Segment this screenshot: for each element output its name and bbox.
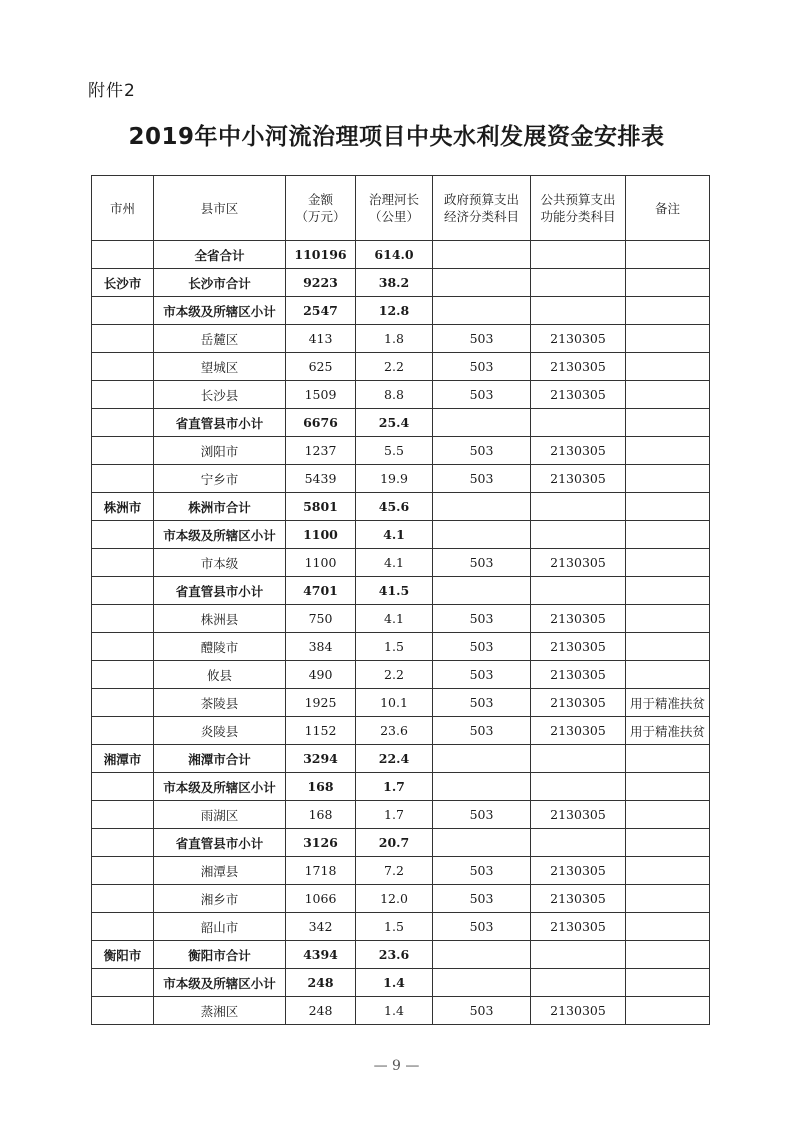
cell-length: 1.4 — [356, 969, 433, 997]
table-row — [92, 381, 710, 409]
cell-amount: 4394 — [286, 941, 356, 969]
cell-length: 2.2 — [356, 661, 433, 689]
cell-city — [92, 381, 154, 409]
cell-county: 岳麓区 — [154, 325, 286, 353]
page-number: — 9 — — [373, 1058, 420, 1074]
cell-econ: 503 — [433, 801, 531, 829]
cell-city — [92, 801, 154, 829]
cell-note — [626, 577, 710, 605]
cell-county: 浏阳市 — [154, 437, 286, 465]
cell-city — [92, 521, 154, 549]
cell-length: 2.2 — [356, 353, 433, 381]
cell-amount: 1718 — [286, 857, 356, 885]
cell-amount: 5439 — [286, 465, 356, 493]
cell-city — [92, 913, 154, 941]
cell-length: 4.1 — [356, 521, 433, 549]
cell-econ — [433, 521, 531, 549]
cell-amount: 625 — [286, 353, 356, 381]
cell-note — [626, 409, 710, 437]
cell-length: 38.2 — [356, 269, 433, 297]
cell-econ: 503 — [433, 689, 531, 717]
cell-econ: 503 — [433, 661, 531, 689]
table-row — [92, 577, 710, 605]
cell-amount: 1152 — [286, 717, 356, 745]
cell-amount: 384 — [286, 633, 356, 661]
table-row — [92, 493, 710, 521]
cell-note — [626, 437, 710, 465]
cell-amount: 168 — [286, 773, 356, 801]
cell-econ: 503 — [433, 913, 531, 941]
cell-func: 2130305 — [531, 885, 626, 913]
cell-amount: 1100 — [286, 549, 356, 577]
cell-county: 长沙县 — [154, 381, 286, 409]
table-row — [92, 437, 710, 465]
cell-econ — [433, 493, 531, 521]
cell-note — [626, 969, 710, 997]
cell-func — [531, 521, 626, 549]
cell-econ: 503 — [433, 605, 531, 633]
cell-amount: 3126 — [286, 829, 356, 857]
cell-econ — [433, 745, 531, 773]
cell-econ: 503 — [433, 437, 531, 465]
cell-amount: 1100 — [286, 521, 356, 549]
cell-func: 2130305 — [531, 857, 626, 885]
cell-county: 湘潭市合计 — [154, 745, 286, 773]
table-row — [92, 241, 710, 269]
cell-city: 株洲市 — [92, 493, 154, 521]
cell-func — [531, 773, 626, 801]
cell-amount: 110196 — [286, 241, 356, 269]
cell-func: 2130305 — [531, 353, 626, 381]
cell-amount: 168 — [286, 801, 356, 829]
table-row — [92, 465, 710, 493]
cell-county: 市本级及所辖区小计 — [154, 297, 286, 325]
table-row — [92, 521, 710, 549]
cell-note — [626, 661, 710, 689]
header-func: 公共预算支出 功能分类科目 — [531, 176, 626, 241]
cell-econ: 503 — [433, 325, 531, 353]
header-length: 治理河长 （公里） — [356, 176, 433, 241]
cell-county: 蒸湘区 — [154, 997, 286, 1025]
cell-func — [531, 241, 626, 269]
cell-econ: 503 — [433, 717, 531, 745]
cell-func: 2130305 — [531, 465, 626, 493]
cell-econ: 503 — [433, 997, 531, 1025]
cell-county: 醴陵市 — [154, 633, 286, 661]
cell-func: 2130305 — [531, 605, 626, 633]
cell-note — [626, 829, 710, 857]
cell-note — [626, 493, 710, 521]
cell-amount: 1237 — [286, 437, 356, 465]
cell-note — [626, 241, 710, 269]
cell-note — [626, 549, 710, 577]
cell-city — [92, 297, 154, 325]
cell-func: 2130305 — [531, 549, 626, 577]
cell-county: 省直管县市小计 — [154, 577, 286, 605]
cell-county: 全省合计 — [154, 241, 286, 269]
cell-length: 23.6 — [356, 717, 433, 745]
cell-city — [92, 353, 154, 381]
cell-amount: 3294 — [286, 745, 356, 773]
cell-func — [531, 941, 626, 969]
cell-city — [92, 325, 154, 353]
table-row — [92, 801, 710, 829]
cell-county: 攸县 — [154, 661, 286, 689]
table-row — [92, 997, 710, 1025]
cell-county: 市本级及所辖区小计 — [154, 969, 286, 997]
cell-length: 1.7 — [356, 801, 433, 829]
table-row — [92, 605, 710, 633]
cell-length: 4.1 — [356, 549, 433, 577]
cell-econ — [433, 269, 531, 297]
table-row — [92, 969, 710, 997]
cell-econ — [433, 297, 531, 325]
header-econ: 政府预算支出 经济分类科目 — [433, 176, 531, 241]
cell-length: 7.2 — [356, 857, 433, 885]
table-row — [92, 297, 710, 325]
cell-func: 2130305 — [531, 717, 626, 745]
cell-city — [92, 241, 154, 269]
cell-note: 用于精准扶贫 — [626, 717, 710, 745]
cell-county: 省直管县市小计 — [154, 409, 286, 437]
cell-amount: 2547 — [286, 297, 356, 325]
cell-city: 湘潭市 — [92, 745, 154, 773]
cell-func — [531, 297, 626, 325]
cell-note — [626, 773, 710, 801]
cell-length: 12.0 — [356, 885, 433, 913]
cell-city — [92, 605, 154, 633]
header-row — [92, 176, 710, 241]
cell-length: 614.0 — [356, 241, 433, 269]
table-row — [92, 269, 710, 297]
cell-amount: 750 — [286, 605, 356, 633]
cell-econ: 503 — [433, 381, 531, 409]
funding-table — [91, 175, 710, 1025]
cell-econ — [433, 409, 531, 437]
cell-func: 2130305 — [531, 633, 626, 661]
cell-func: 2130305 — [531, 689, 626, 717]
cell-county: 茶陵县 — [154, 689, 286, 717]
table-row — [92, 857, 710, 885]
cell-length: 25.4 — [356, 409, 433, 437]
cell-note — [626, 297, 710, 325]
cell-note — [626, 325, 710, 353]
header-county: 县市区 — [154, 176, 286, 241]
cell-length: 20.7 — [356, 829, 433, 857]
table-row — [92, 717, 710, 745]
cell-note — [626, 353, 710, 381]
cell-amount: 6676 — [286, 409, 356, 437]
cell-amount: 248 — [286, 997, 356, 1025]
cell-econ: 503 — [433, 465, 531, 493]
header-amount: 金额 （万元） — [286, 176, 356, 241]
cell-econ: 503 — [433, 885, 531, 913]
table-row — [92, 773, 710, 801]
cell-city — [92, 857, 154, 885]
cell-county: 市本级及所辖区小计 — [154, 773, 286, 801]
cell-amount: 342 — [286, 913, 356, 941]
cell-county: 湘潭县 — [154, 857, 286, 885]
cell-func: 2130305 — [531, 801, 626, 829]
cell-note — [626, 997, 710, 1025]
table-row — [92, 549, 710, 577]
cell-note — [626, 381, 710, 409]
cell-note — [626, 605, 710, 633]
cell-length: 1.8 — [356, 325, 433, 353]
cell-length: 5.5 — [356, 437, 433, 465]
table-row — [92, 745, 710, 773]
cell-city — [92, 689, 154, 717]
cell-length: 41.5 — [356, 577, 433, 605]
table-row — [92, 633, 710, 661]
cell-amount: 1509 — [286, 381, 356, 409]
cell-county: 市本级 — [154, 549, 286, 577]
table-row — [92, 689, 710, 717]
cell-county: 省直管县市小计 — [154, 829, 286, 857]
cell-length: 1.7 — [356, 773, 433, 801]
cell-city — [92, 717, 154, 745]
cell-econ: 503 — [433, 549, 531, 577]
cell-note — [626, 465, 710, 493]
cell-city: 长沙市 — [92, 269, 154, 297]
cell-note — [626, 913, 710, 941]
cell-func — [531, 493, 626, 521]
page-title: 2019年中小河流治理项目中央水利发展资金安排表 — [128, 124, 665, 150]
cell-county: 望城区 — [154, 353, 286, 381]
cell-city — [92, 465, 154, 493]
cell-city — [92, 969, 154, 997]
cell-city: 衡阳市 — [92, 941, 154, 969]
cell-length: 1.5 — [356, 633, 433, 661]
cell-econ: 503 — [433, 353, 531, 381]
table-row — [92, 941, 710, 969]
cell-length: 45.6 — [356, 493, 433, 521]
cell-length: 22.4 — [356, 745, 433, 773]
cell-econ — [433, 941, 531, 969]
cell-length: 23.6 — [356, 941, 433, 969]
cell-county: 宁乡市 — [154, 465, 286, 493]
cell-city — [92, 409, 154, 437]
cell-note — [626, 801, 710, 829]
cell-city — [92, 829, 154, 857]
cell-func — [531, 969, 626, 997]
cell-func — [531, 745, 626, 773]
cell-city — [92, 437, 154, 465]
table-row — [92, 325, 710, 353]
cell-econ — [433, 829, 531, 857]
table-row — [92, 353, 710, 381]
cell-func: 2130305 — [531, 325, 626, 353]
cell-note — [626, 941, 710, 969]
header-city: 市州 — [92, 176, 154, 241]
cell-amount: 490 — [286, 661, 356, 689]
cell-city — [92, 885, 154, 913]
cell-note — [626, 633, 710, 661]
table-row — [92, 661, 710, 689]
cell-func: 2130305 — [531, 913, 626, 941]
cell-note — [626, 857, 710, 885]
cell-econ — [433, 241, 531, 269]
cell-note: 用于精准扶贫 — [626, 689, 710, 717]
cell-county: 长沙市合计 — [154, 269, 286, 297]
cell-city — [92, 997, 154, 1025]
cell-econ — [433, 969, 531, 997]
attachment-label: 附件2 — [88, 81, 136, 101]
cell-county: 衡阳市合计 — [154, 941, 286, 969]
cell-amount: 1066 — [286, 885, 356, 913]
cell-note — [626, 885, 710, 913]
cell-county: 市本级及所辖区小计 — [154, 521, 286, 549]
cell-note — [626, 269, 710, 297]
cell-length: 1.5 — [356, 913, 433, 941]
cell-func — [531, 409, 626, 437]
cell-city — [92, 633, 154, 661]
cell-length: 10.1 — [356, 689, 433, 717]
cell-amount: 4701 — [286, 577, 356, 605]
cell-county: 韶山市 — [154, 913, 286, 941]
table-row — [92, 409, 710, 437]
cell-func: 2130305 — [531, 437, 626, 465]
cell-length: 1.4 — [356, 997, 433, 1025]
cell-length: 8.8 — [356, 381, 433, 409]
cell-amount: 9223 — [286, 269, 356, 297]
cell-econ: 503 — [433, 857, 531, 885]
cell-note — [626, 521, 710, 549]
cell-econ — [433, 577, 531, 605]
cell-amount: 5801 — [286, 493, 356, 521]
cell-county: 雨湖区 — [154, 801, 286, 829]
cell-note — [626, 745, 710, 773]
table-row — [92, 885, 710, 913]
cell-county: 湘乡市 — [154, 885, 286, 913]
cell-length: 12.8 — [356, 297, 433, 325]
cell-func — [531, 269, 626, 297]
cell-city — [92, 661, 154, 689]
cell-func — [531, 577, 626, 605]
cell-city — [92, 577, 154, 605]
table-row — [92, 829, 710, 857]
cell-func — [531, 829, 626, 857]
cell-func: 2130305 — [531, 997, 626, 1025]
cell-county: 株洲县 — [154, 605, 286, 633]
cell-func: 2130305 — [531, 661, 626, 689]
cell-city — [92, 549, 154, 577]
cell-county: 株洲市合计 — [154, 493, 286, 521]
header-note: 备注 — [626, 176, 710, 241]
cell-county: 炎陵县 — [154, 717, 286, 745]
cell-length: 4.1 — [356, 605, 433, 633]
cell-func: 2130305 — [531, 381, 626, 409]
cell-econ: 503 — [433, 633, 531, 661]
cell-econ — [433, 773, 531, 801]
cell-length: 19.9 — [356, 465, 433, 493]
cell-amount: 1925 — [286, 689, 356, 717]
cell-city — [92, 773, 154, 801]
cell-amount: 413 — [286, 325, 356, 353]
table-row — [92, 913, 710, 941]
cell-amount: 248 — [286, 969, 356, 997]
